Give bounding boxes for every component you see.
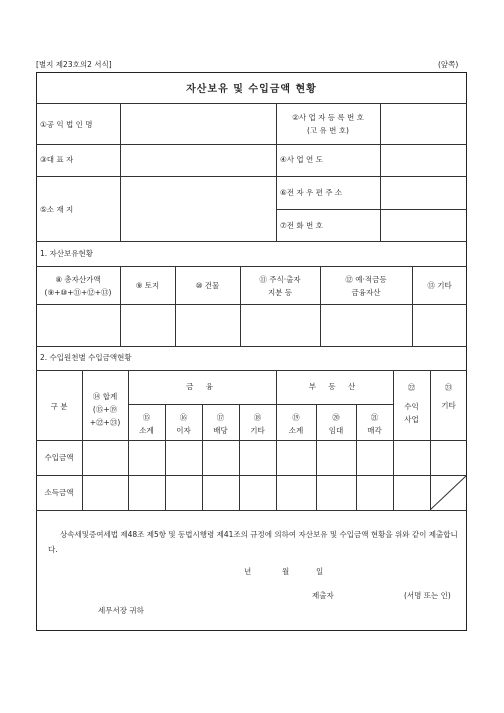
re-subtotal-label: 소계 bbox=[288, 426, 304, 435]
land-field[interactable] bbox=[121, 305, 174, 345]
fin-interest-label: 이자 bbox=[176, 426, 191, 435]
income-profit-field[interactable] bbox=[394, 441, 429, 474]
row-income2-label: 소득금액 bbox=[44, 488, 74, 497]
fin-dividend-label: 배당 bbox=[213, 426, 228, 435]
income-fin-subtotal-field[interactable] bbox=[129, 441, 164, 474]
phone-field[interactable] bbox=[381, 210, 466, 240]
income2-fin-subtotal-field[interactable] bbox=[129, 476, 164, 509]
re-rent-label: 임대 bbox=[328, 426, 344, 435]
diagonal-strike bbox=[430, 475, 467, 510]
business-year-field[interactable] bbox=[381, 145, 466, 175]
re-rent-no: ⑳ bbox=[332, 413, 340, 422]
income-etc-field[interactable] bbox=[431, 441, 466, 474]
sum-formula-2: +㉒+㉓) bbox=[89, 418, 121, 427]
other-assets-field[interactable] bbox=[413, 305, 466, 345]
email-label: ⑥전 자 우 편 주 소 bbox=[280, 188, 343, 197]
total-assets-header: ⑧ 총자산가액 bbox=[55, 275, 101, 284]
company-name-label: ①공 익 법 인 명 bbox=[40, 120, 93, 129]
rule bbox=[36, 346, 467, 347]
income-total-field[interactable] bbox=[83, 441, 127, 474]
income-fin-other-field[interactable] bbox=[240, 441, 275, 474]
biz-reg-no-label: ②사 업 자 등 록 번 호 bbox=[292, 113, 364, 122]
fin-other-label: 기타 bbox=[250, 426, 265, 435]
sign-label: (서명 또는 인) bbox=[404, 591, 451, 600]
email-field[interactable] bbox=[381, 177, 466, 208]
income2-fin-other-field[interactable] bbox=[240, 476, 275, 509]
rule bbox=[36, 510, 467, 511]
form-title: 자산보유 및 수입금액 현황 bbox=[186, 84, 317, 95]
submission-statement: 상속세및증여세법 제48조 제5항 및 동법시행령 제41조의 규정에 의하여 자산보유 및 수입금액 현황을 위와 같이 제출합니다. bbox=[48, 530, 458, 554]
date-year-label: 년 bbox=[244, 567, 252, 576]
realty-header: 부 동 산 bbox=[308, 382, 361, 391]
income2-fin-interest-field[interactable] bbox=[166, 476, 201, 509]
date-day-label: 일 bbox=[316, 567, 324, 576]
fin-subtotal-label: 소계 bbox=[139, 426, 154, 435]
total-assets-field[interactable] bbox=[37, 305, 119, 345]
deposit-header-sub: 금융자산 bbox=[351, 288, 381, 297]
representative-label: ③대 표 자 bbox=[40, 155, 74, 164]
sum-header: ⑭ 합계 bbox=[92, 392, 118, 401]
location-field[interactable] bbox=[121, 177, 275, 240]
income2-re-rent-field[interactable] bbox=[317, 476, 355, 509]
company-name-field[interactable] bbox=[121, 104, 275, 143]
fin-interest-no: ⑯ bbox=[179, 413, 188, 422]
other-assets-header: ⑬ 기타 bbox=[427, 281, 452, 290]
deposit-field[interactable] bbox=[321, 305, 411, 345]
fin-subtotal-no: ⑮ bbox=[142, 413, 151, 422]
stock-field[interactable] bbox=[241, 305, 319, 345]
income-fin-interest-field[interactable] bbox=[166, 441, 201, 474]
building-field[interactable] bbox=[176, 305, 239, 345]
rule bbox=[36, 266, 467, 267]
stock-header: ⑪ 주식·출자 bbox=[259, 275, 301, 284]
profit-business-no: ㉒ bbox=[407, 383, 416, 392]
land-header: ⑨ 토지 bbox=[135, 281, 160, 290]
re-subtotal-no: ⑲ bbox=[292, 413, 300, 422]
income2-re-subtotal-field[interactable] bbox=[277, 476, 315, 509]
section2-title: 2. 수입원천별 수입금액현황 bbox=[40, 353, 132, 362]
income2-re-sale-field[interactable] bbox=[357, 476, 392, 509]
rule bbox=[128, 404, 393, 405]
biz-reg-no-field[interactable] bbox=[381, 104, 466, 143]
re-sale-label: 매각 bbox=[367, 426, 382, 435]
fin-dividend-no: ⑰ bbox=[216, 413, 225, 422]
rule bbox=[36, 370, 467, 371]
etc-no: ㉓ bbox=[444, 383, 453, 392]
row-income-label: 수입금액 bbox=[44, 453, 74, 462]
rule bbox=[276, 103, 277, 241]
income2-profit-field[interactable] bbox=[394, 476, 429, 509]
income-re-rent-field[interactable] bbox=[317, 441, 355, 474]
building-header: ⑩ 건물 bbox=[195, 281, 220, 290]
addressee-label: 세무서장 귀하 bbox=[98, 606, 144, 615]
stock-header-sub: 지분 등 bbox=[267, 288, 293, 297]
form-number: [별지 제23호의2 서식] bbox=[36, 60, 112, 69]
deposit-header: ⑫ 예·적금등 bbox=[345, 275, 387, 284]
rule bbox=[36, 241, 467, 242]
finance-header: 금 융 bbox=[186, 382, 218, 391]
submitter-sign-field[interactable] bbox=[340, 587, 400, 603]
etc-header: 기타 bbox=[441, 401, 456, 410]
phone-label: ⑦전 화 번 호 bbox=[280, 221, 323, 230]
gubun-header: 구 분 bbox=[50, 402, 68, 411]
income2-total-field[interactable] bbox=[83, 476, 127, 509]
submitter-label: 제출자 bbox=[312, 591, 334, 600]
location-label: ⑤소 재 지 bbox=[40, 205, 74, 214]
total-assets-formula: (⑨+⑩+⑪+⑫+⑬) bbox=[44, 288, 112, 297]
income-re-subtotal-field[interactable] bbox=[277, 441, 315, 474]
income2-fin-dividend-field[interactable] bbox=[203, 476, 238, 509]
biz-reg-no-sub-label: (고 유 번 호) bbox=[307, 126, 349, 135]
representative-field[interactable] bbox=[121, 145, 275, 175]
income-fin-dividend-field[interactable] bbox=[203, 441, 238, 474]
business-year-label: ④사 업 연 도 bbox=[280, 155, 323, 164]
date-month-label: 월 bbox=[282, 567, 290, 576]
fin-other-no: ⑱ bbox=[253, 413, 262, 422]
sum-formula-1: (⑮+⑲ bbox=[92, 405, 118, 414]
profit-business-header-sub: 사업 bbox=[404, 415, 419, 424]
side-label: (앞쪽) bbox=[438, 60, 459, 69]
income-re-sale-field[interactable] bbox=[357, 441, 392, 474]
re-sale-no: ㉑ bbox=[370, 413, 379, 422]
section1-title: 1. 자산보유현황 bbox=[40, 249, 94, 258]
profit-business-header: 수익 bbox=[404, 402, 419, 411]
